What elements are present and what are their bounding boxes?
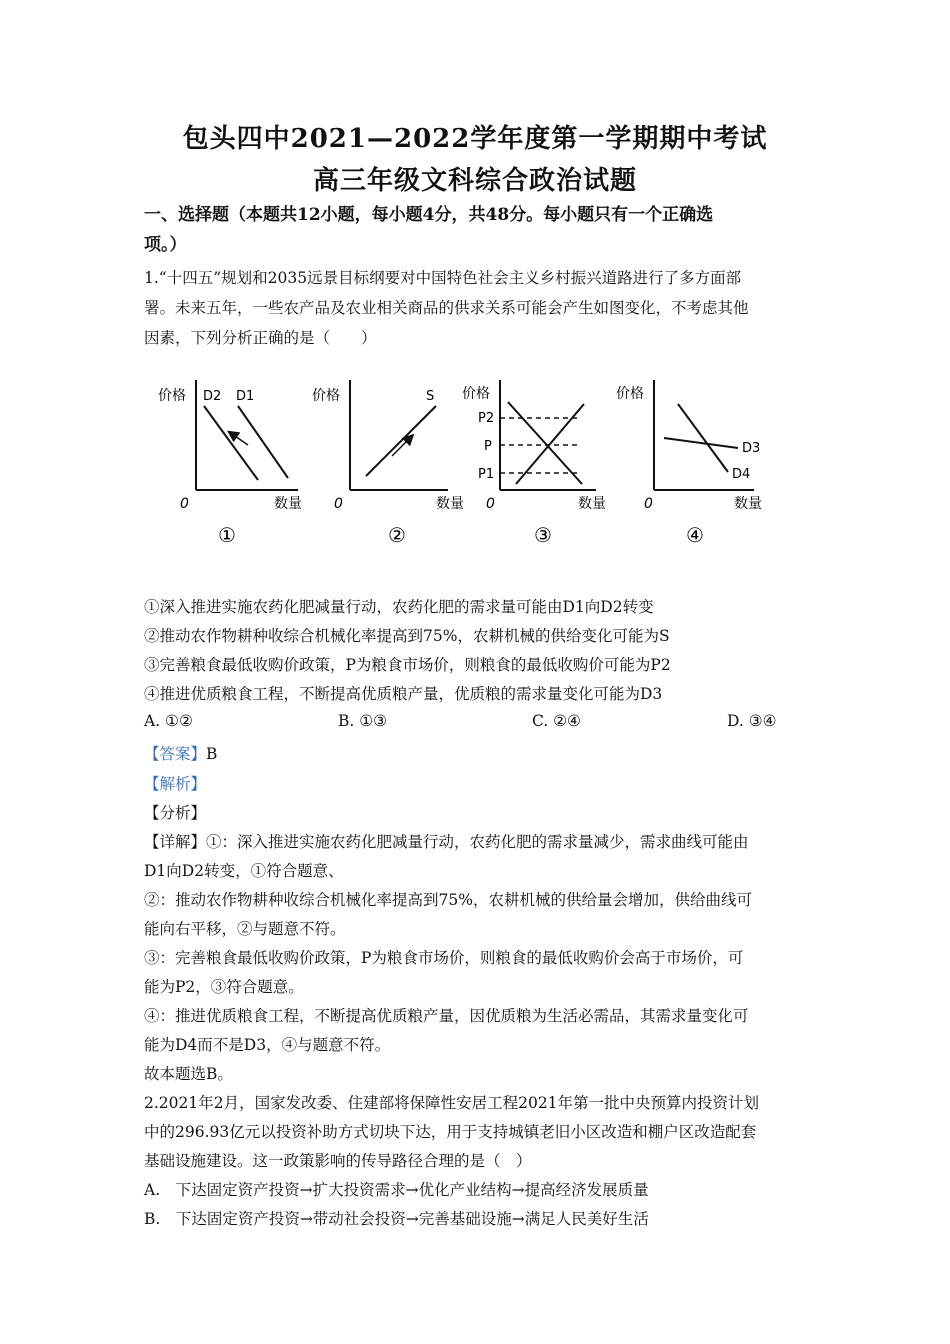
graph-4 — [616, 380, 762, 547]
label-d4: D4 — [732, 467, 751, 482]
section-heading-cont: 项。） — [144, 235, 187, 255]
axis-label-quantity: 数量 — [436, 496, 464, 512]
q1-item: ④推进优质粮食工程，不断提高优质粮产量，优质粮的需求量变化可能为D3 — [144, 685, 663, 703]
detail-line: 【详解】①：深入推进实施农药化肥减量行动，农药化肥的需求量减少，需求曲线可能由 — [144, 833, 749, 851]
q1-stem: 1.“十四五”规划和2035远景目标纲要对中国特色社会主义乡村振兴道路进行了多方面部 — [144, 269, 742, 287]
curve-d3 — [664, 438, 738, 448]
graph-2 — [312, 380, 464, 547]
graph-number: ④ — [686, 523, 704, 547]
label-d1: D1 — [236, 389, 255, 404]
analysis-tag: 【解析】 — [144, 775, 207, 793]
option-c: C. ②④ — [532, 712, 581, 730]
detail-line: 能向右平移，②与题意不符。 — [144, 920, 346, 938]
q2-stem: 中的296.93亿元以投资补助方式切块下达，用于支持城镇老旧小区改造和棚户区改造配套 — [144, 1123, 757, 1141]
graph-number: ③ — [534, 523, 552, 547]
label-p1: P1 — [478, 467, 495, 482]
q2-stem: 基础设施建设。这一政策影响的传导路径合理的是（ ） — [144, 1152, 532, 1170]
shift-arrow — [232, 434, 248, 445]
axis-label-price: 价格 — [312, 388, 340, 404]
option-a: A. ①② — [144, 712, 193, 730]
curve-supply — [516, 404, 584, 484]
detail-line: 故本题选B。 — [144, 1065, 233, 1083]
q1-item: ②推动农作物耕种收综合机械化率提高到75%，农耕机械的供给变化可能为S — [144, 627, 670, 645]
origin-label: 0 — [334, 496, 343, 512]
detail-line: ③：完善粮食最低收购价政策，P为粮食市场价，则粮食的最低收购价会高于市场价，可 — [144, 949, 744, 967]
answer-line — [144, 743, 824, 765]
detail-line: D1向D2转变，①符合题意、 — [144, 862, 344, 880]
q2-option-a: A. 下达固定资产投资→扩大投资需求→优化产业结构→提高经济发展质量 — [144, 1181, 649, 1199]
curve-s — [366, 406, 436, 476]
label-p2: P2 — [478, 411, 495, 426]
curve-d1 — [238, 406, 288, 478]
answer-value: B — [206, 745, 218, 763]
label-s: S — [426, 389, 435, 404]
q1-item: ①深入推进实施农药化肥减量行动，农药化肥的需求量可能由D1向D2转变 — [144, 598, 654, 616]
axis-label-price: 价格 — [616, 386, 644, 402]
option-b: B. ①③ — [338, 712, 388, 730]
graph-3 — [462, 380, 606, 547]
q2-option-b: B. 下达固定资产投资→带动社会投资→完善基础设施→满足人民美好生活 — [144, 1210, 649, 1228]
origin-label: 0 — [486, 496, 495, 512]
graph-number: ① — [218, 523, 236, 547]
detail-line: ④：推进优质粮食工程，不断提高优质粮产量，因优质粮为生活必需品，其需求量变化可 — [144, 1007, 749, 1025]
detail-line: 能为P2，③符合题意。 — [144, 978, 304, 996]
axis-label-quantity: 数量 — [734, 496, 762, 512]
answer-tag: 【答案】 — [144, 745, 207, 763]
section-heading: 一、选择题（本题共12小题，每小题4分，共48分。每小题只有一个正确选 — [144, 205, 714, 225]
origin-label: 0 — [180, 496, 189, 512]
exam-subtitle: 高三年级文科综合政治试题 — [312, 166, 637, 196]
label-d2: D2 — [203, 389, 222, 404]
curve-d2 — [204, 406, 258, 480]
q1-stem: 署。未来五年，一些农产品及农业相关商品的供求关系可能会产生如图变化，不考虑其他 — [144, 299, 749, 317]
curve-demand — [508, 402, 582, 484]
origin-label: 0 — [644, 496, 653, 512]
q1-item: ③完善粮食最低收购价政策，P为粮食市场价，则粮食的最低收购价可能为P2 — [144, 656, 671, 674]
supply-demand-figure — [148, 360, 798, 560]
axis-label-price: 价格 — [462, 386, 490, 402]
axis-label-price: 价格 — [158, 388, 186, 404]
axis-label-quantity: 数量 — [274, 496, 302, 512]
q2-stem: 2.2021年2月，国家发改委、住建部将保障性安居工程2021年第一批中央预算内投资计划 — [144, 1094, 760, 1112]
graph-number: ② — [388, 523, 406, 547]
graph-1 — [158, 380, 302, 547]
label-p: P — [484, 439, 492, 454]
detail-line: 能为D4而不是D3，④与题意不符。 — [144, 1036, 391, 1054]
label-d3: D3 — [742, 441, 761, 456]
detail-line: ②：推动农作物耕种收综合机械化率提高到75%，农耕机械的供给量会增加，供给曲线可 — [144, 891, 752, 909]
option-d: D. ③④ — [727, 712, 777, 730]
curve-d4 — [678, 404, 728, 472]
q1-stem: 因素，下列分析正确的是（ ） — [144, 329, 377, 347]
exam-title: 包头四中2021—2022学年度第一学期期中考试 — [182, 124, 768, 154]
fenxi-tag: 【分析】 — [144, 804, 207, 822]
axis-label-quantity: 数量 — [578, 496, 606, 512]
